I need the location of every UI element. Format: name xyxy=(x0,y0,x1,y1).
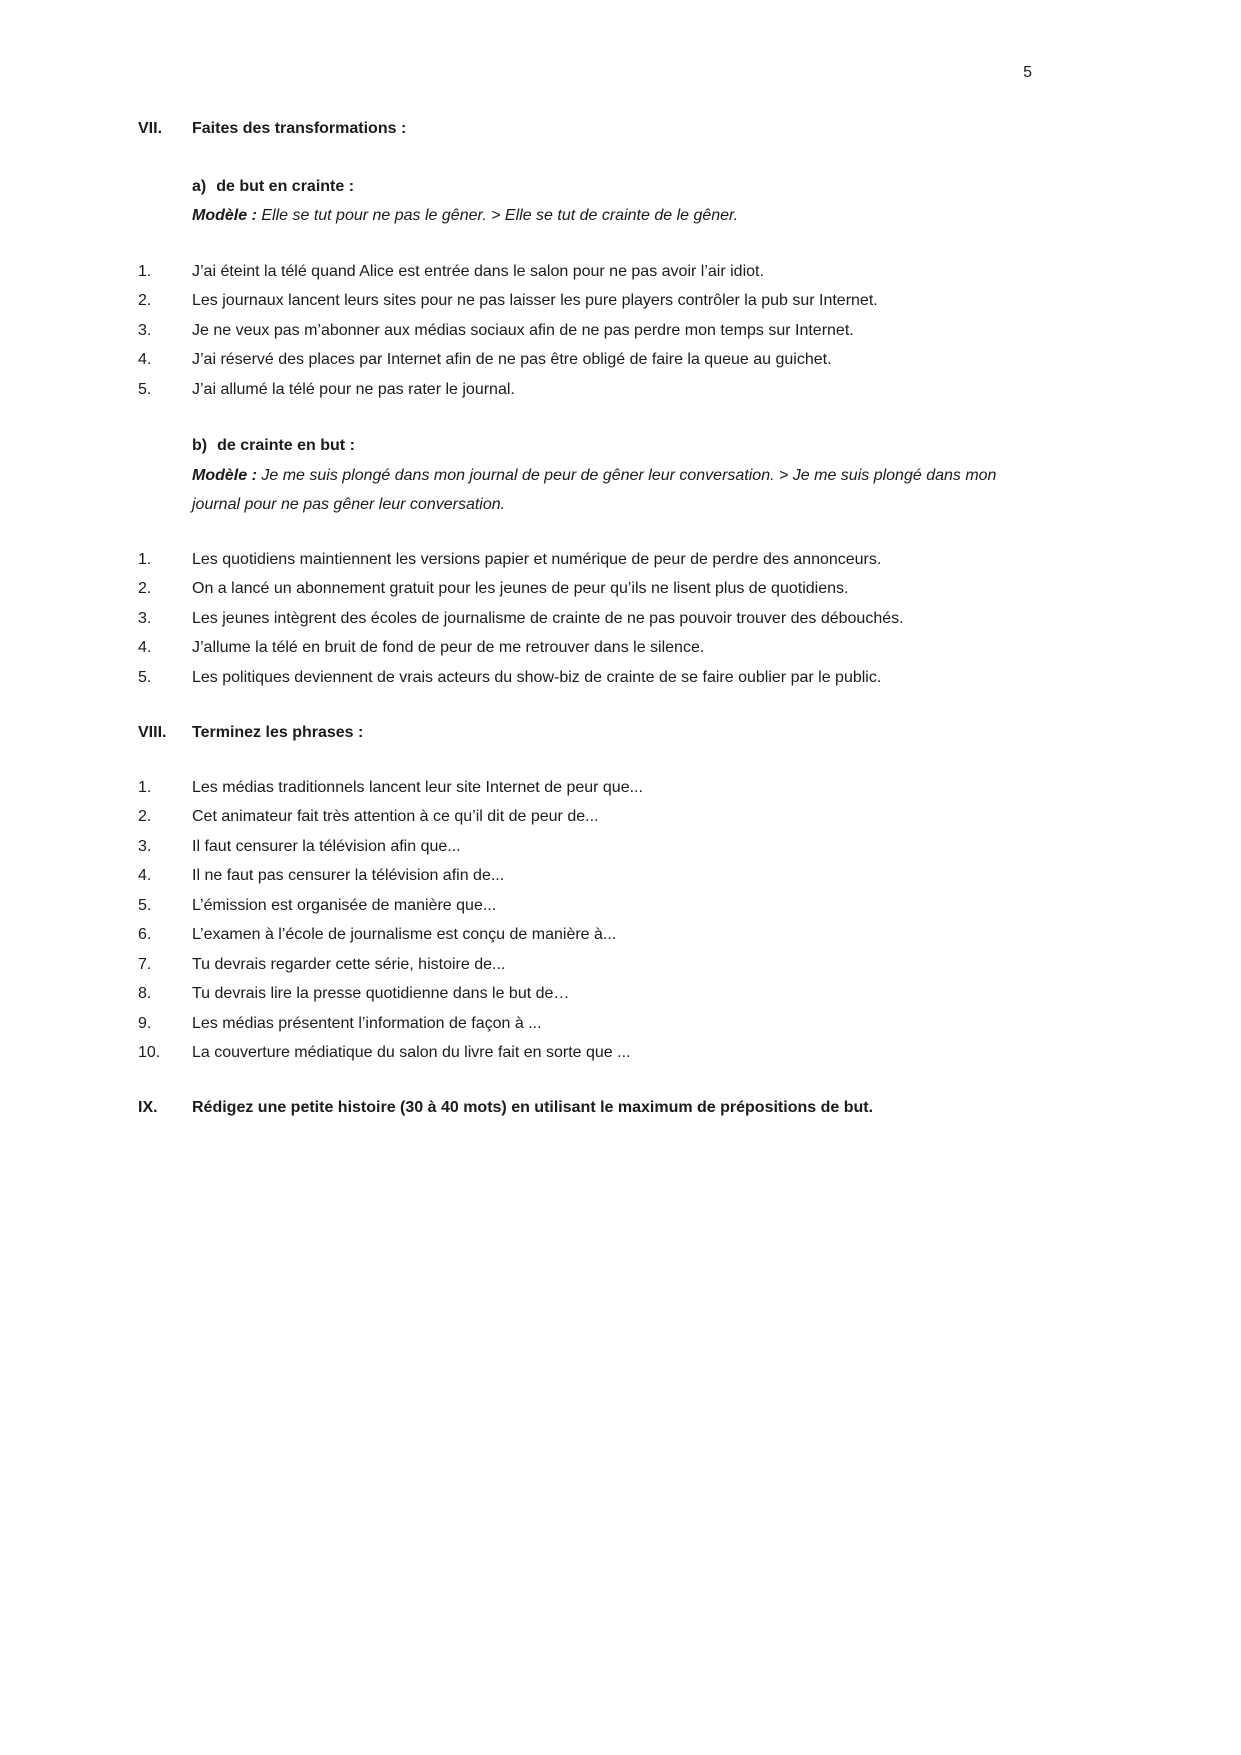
exercise-item xyxy=(138,832,1038,862)
spacer xyxy=(138,520,1038,545)
item-number: 3. xyxy=(138,609,152,627)
item-number: 4. xyxy=(138,351,152,368)
section-vii-numeral: VII. xyxy=(138,120,163,137)
item-text: Tu devrais lire la presse quotidienne dans le but de… xyxy=(192,985,570,1002)
section-vii-title: Faites des transformations : xyxy=(192,120,407,137)
exercise-item xyxy=(138,1009,1038,1039)
spacer xyxy=(138,404,1038,431)
exercise-item xyxy=(138,316,1038,346)
exercise-item xyxy=(138,375,1038,405)
exercise-item xyxy=(138,633,1038,663)
subsection-a-title: de but en crainte : xyxy=(216,177,355,195)
section-viii-numeral: VIII. xyxy=(138,724,167,741)
exercise-item xyxy=(138,920,1038,950)
exercise-item xyxy=(138,950,1038,980)
model-a-text: Elle se tut pour ne pas le gêner. > Elle se tut de crainte de le gêner. xyxy=(261,207,739,224)
item-number: 2. xyxy=(138,580,152,597)
item-text: Tu devrais regarder cette série, histoire de... xyxy=(192,955,506,973)
item-number: 3. xyxy=(138,321,152,339)
item-text: J’ai éteint la télé quand Alice est entrée dans le salon pour ne pas avoir l’air idiot. xyxy=(192,262,764,280)
exercise-item xyxy=(138,891,1038,921)
exercise-item xyxy=(138,257,1038,287)
spacer xyxy=(138,144,1038,172)
item-text: L’examen à l’école de journalisme est conçu de manière à... xyxy=(192,926,617,943)
subsection-a-label: a) xyxy=(192,177,207,195)
spacer xyxy=(138,1068,1038,1093)
subsection-b-title: de crainte en but : xyxy=(217,437,355,454)
item-number: 1. xyxy=(138,778,152,796)
exercise-item xyxy=(138,574,1038,604)
item-number: 7. xyxy=(138,955,152,973)
item-text: Les politiques deviennent de vrais acteurs du show-biz de crainte de se faire oublier par le public. xyxy=(192,668,882,686)
item-number: 5. xyxy=(138,380,152,398)
section-ix-numeral: IX. xyxy=(138,1098,158,1116)
item-text: La couverture médiatique du salon du livre fait en sorte que ... xyxy=(192,1044,631,1061)
spacer xyxy=(138,692,1038,718)
spacer xyxy=(138,231,1038,257)
subsection-a-heading xyxy=(192,172,1038,202)
item-number: 1. xyxy=(138,550,152,568)
item-text: Je ne veux pas m’abonner aux médias sociaux afin de ne pas perdre mon temps sur Internet. xyxy=(192,321,854,339)
item-text: J’ai allumé la télé pour ne pas rater le journal. xyxy=(192,380,515,398)
item-number: 10. xyxy=(138,1044,161,1061)
item-text: L’émission est organisée de manière que... xyxy=(192,896,497,914)
item-text: Il faut censurer la télévision afin que... xyxy=(192,837,461,855)
section-viii-title: Terminez les phrases : xyxy=(192,724,364,741)
model-a-label: Modèle : xyxy=(192,207,257,224)
item-text: J’allume la télé en bruit de fond de peur de me retrouver dans le silence. xyxy=(192,639,705,656)
item-text: Les quotidiens maintiennent les versions papier et numérique de peur de perdre des annonceurs. xyxy=(192,550,882,568)
item-number: 2. xyxy=(138,808,152,825)
item-number: 5. xyxy=(138,896,152,914)
subsection-b-heading xyxy=(192,431,1038,461)
subsection-a-model xyxy=(192,201,1038,231)
exercise-item xyxy=(138,663,1038,693)
item-number: 6. xyxy=(138,926,152,943)
item-number: 1. xyxy=(138,262,152,280)
item-number: 8. xyxy=(138,985,152,1002)
exercise-item xyxy=(138,773,1038,803)
exercise-item xyxy=(138,802,1038,832)
item-number: 4. xyxy=(138,867,152,884)
exercise-item xyxy=(138,545,1038,575)
section-ix-heading xyxy=(138,1093,1038,1123)
spacer xyxy=(138,748,1038,773)
item-text: Cet animateur fait très attention à ce qu’il dit de peur de... xyxy=(192,808,599,825)
exercise-item xyxy=(138,979,1038,1009)
section-vii-heading xyxy=(138,114,1038,144)
item-number: 2. xyxy=(138,292,152,309)
model-b-text: Je me suis plongé dans mon journal de peur de gêner leur conversation. > Je me suis plongé dans mon journal pour ne pas gêner leur conversation. xyxy=(192,466,997,513)
exercise-item xyxy=(138,604,1038,634)
item-text: Les jeunes intègrent des écoles de journalisme de crainte de ne pas pouvoir trouver des débouchés. xyxy=(192,609,904,627)
subsection-b-label: b) xyxy=(192,437,208,454)
item-number: 5. xyxy=(138,668,152,686)
section-ix-title: Rédigez une petite histoire (30 à 40 mots) en utilisant le maximum de prépositions de but. xyxy=(192,1098,874,1116)
model-b-label: Modèle : xyxy=(192,466,257,484)
exercise-item xyxy=(138,286,1038,316)
item-number: 3. xyxy=(138,837,152,855)
exercise-item xyxy=(138,1038,1038,1068)
item-text: Il ne faut pas censurer la télévision afin de... xyxy=(192,867,505,884)
page-number: 5 xyxy=(1023,64,1032,81)
page-content xyxy=(138,114,1038,1122)
item-text: J’ai réservé des places par Internet afin de ne pas être obligé de faire la queue au guichet. xyxy=(192,351,832,368)
item-number: 4. xyxy=(138,639,152,656)
item-text: On a lancé un abonnement gratuit pour les jeunes de peur qu’ils ne lisent plus de quotidiens. xyxy=(192,580,849,597)
section-viii-heading xyxy=(138,718,1038,748)
item-text: Les médias présentent l’information de façon à ... xyxy=(192,1014,542,1032)
item-number: 9. xyxy=(138,1014,152,1032)
exercise-item xyxy=(138,861,1038,891)
item-text: Les médias traditionnels lancent leur site Internet de peur que... xyxy=(192,778,643,796)
exercise-item xyxy=(138,345,1038,375)
subsection-b-model xyxy=(192,461,1038,520)
item-text: Les journaux lancent leurs sites pour ne pas laisser les pure players contrôler la pub sur Internet. xyxy=(192,292,878,309)
